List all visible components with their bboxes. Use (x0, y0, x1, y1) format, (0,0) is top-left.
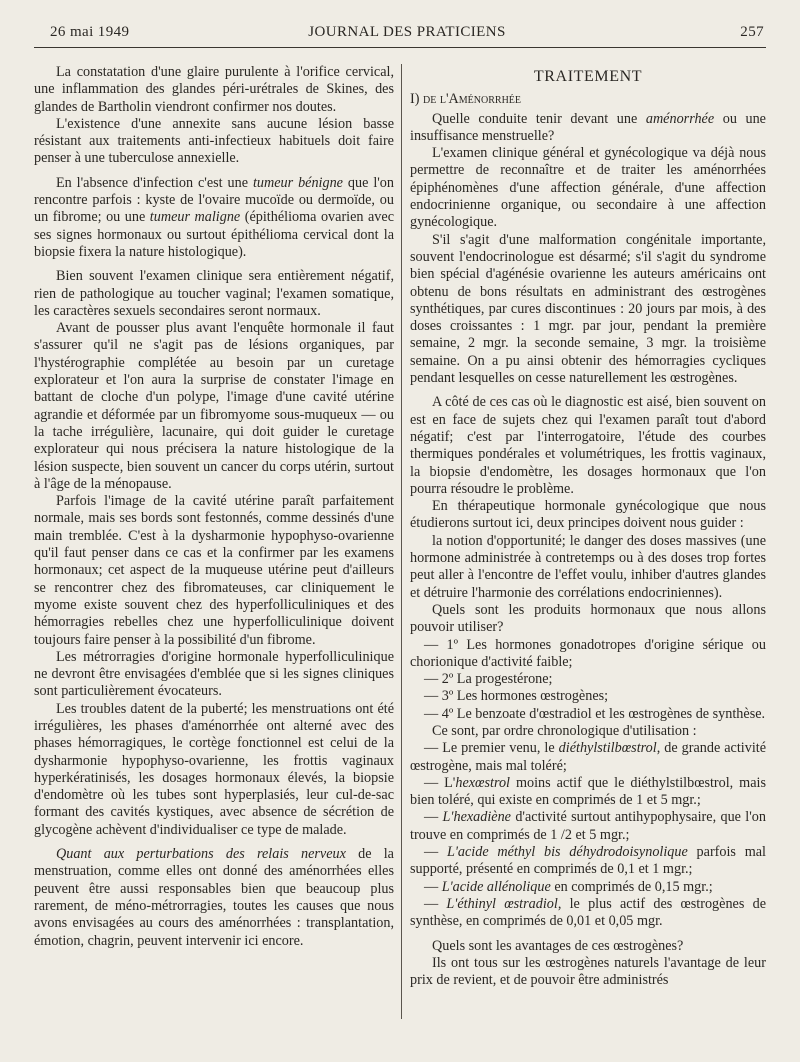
text-run: L'examen clinique général et gynécologique va déjà nous permettre de reconnaître et de traiter les aménorrhées épiphénomènes d'une affection générale, d'une affection endocrinienne organique, ou secondaire à une affection gynécologique. (410, 145, 766, 231)
italic-term: diéthylstilbœstrol (558, 740, 657, 757)
running-header (50, 24, 764, 48)
paragraph (410, 723, 766, 740)
text-run: , de grande activité œstrogène, mais mal toléré; (410, 740, 766, 774)
paragraph (410, 688, 766, 705)
paragraph (34, 116, 394, 168)
italic-term: L'éthinyl œstradiol (446, 895, 558, 912)
paragraph (34, 175, 394, 261)
text-run: — 3º Les hormones œstrogènes; (424, 688, 609, 705)
text-run: — Le premier venu, le (424, 740, 559, 757)
text-run: la notion d'opportunité; le danger des doses massives (une hormone administrée à contretemps ou à des doses trop fortes peut aller à l'encontre de l'effet voulu, inhiber d'autres glandes et détruire l'harmonie des corrélations endocriniennes). (410, 532, 766, 601)
text-run: Ce sont, par ordre chronologique d'utilisation : (432, 722, 697, 739)
text-run: Quelle conduite tenir devant une (432, 110, 646, 127)
header-page-number: 257 (740, 24, 764, 40)
text-run: Parfois l'image de la cavité utérine paraît parfaitement normale, mais ses bords sont festonnés, comme dessinés d'une main tremblée. C'est à la dysharmonie hypophyso-ovarienne qu'il faut penser dans ce cas et la confirmer par les examens hormonaux; cet aspect de la muqueuse utérine peut d'ailleurs se rencontrer chez des fibromateuses, car cliniquement le myome existe souvent chez des hyperfolliculiniques et des hémorragies rebelles chez une hyperfolliculinique doivent toujours faire penser à la possibilité d'un fibrome. (34, 493, 394, 648)
text-run: — (424, 878, 442, 895)
paragraph (34, 268, 394, 320)
paragraph (410, 740, 766, 775)
text-run: Ils ont tous sur les œstrogènes naturels l'avantage de leur prix de revient, et de pouvoir être administrés (410, 954, 766, 989)
text-run: — 1º Les hormones gonadotropes d'origine sérique ou chorionique d'activité faible; (410, 636, 766, 670)
text-run: Les troubles datent de la puberté; les menstruations ont été irrégulières, les phases d'aménorrhée ont alterné avec des phases hémorragiques, le cortège fonctionnel est celui de la dysharmonie hypophyso-ovarienne, les frottis vaginaux hyperkératinisés, les dosages hormonaux élevés, la biopsie d'endomètre où les tubes sont hyperplasiés, leur cul-de-sac formant des cavités kystiques, avec absence de sécrétion de glycogène achèvent d'individualiser ce type de malade. (34, 700, 394, 838)
text-run: L'existence d'une annexite sans aucune lésion basse résistant aux traitements anti-infectieux habituels doit faire penser à une tuberculose annexielle. (34, 115, 394, 167)
text-run: d'activité surtout antihypophysaire, que l'on trouve en comprimés de 1 /2 et 5 mgr.; (410, 809, 766, 843)
text-run: — (424, 844, 447, 861)
text-run: — 2º La progestérone; (424, 671, 553, 688)
text-run: — (424, 809, 443, 826)
text-run: ou une insuffisance menstruelle? (410, 110, 766, 144)
header-rule (34, 47, 766, 48)
paragraph (410, 602, 766, 637)
paragraph (34, 701, 394, 839)
paragraph (34, 64, 394, 116)
italic-term: L'acide méthyl bis déhydrodoisynolique (446, 844, 688, 861)
text-run: moins actif que le diéthylstilbœstrol, mais bien toléré, qui existe en comprimés de 1 et 5 mgr.; (410, 774, 766, 809)
paragraph (410, 232, 766, 388)
text-run: Quels sont les avantages de ces œstrogènes? (432, 937, 684, 954)
italic-term: hexœstrol (455, 774, 511, 791)
header-date: 26 mai 1949 (50, 24, 130, 40)
paragraph (410, 879, 766, 896)
paragraph (410, 844, 766, 879)
paragraph (410, 938, 766, 955)
paragraph (410, 706, 766, 723)
text-run: — 4º Le benzoate d'œstradiol et les œstrogènes de synthèse. (424, 705, 766, 722)
text-run: de la menstruation, comme elles ont donné des aménorrhées elles peuvent être aussi responsables bien que beaucoup plus rarement, de méno-métrorragies, toutes les causes que nous avons envisagées au cours des aménorrhées : transplantation, émotion, chagrin, peuvent intervenir ici encore. (34, 846, 394, 949)
paragraph (410, 533, 766, 602)
text-run: — (424, 895, 447, 912)
text-run: Les métrorragies d'origine hormonale hyperfolliculinique ne devront être envisagées d'emblée que si les signes cliniques sont particulièrement évocateurs. (34, 648, 394, 700)
text-run: que l'on rencontre parfois : kyste de l'ovaire mucoïde ou dermoïde, ou un fibrome; ou une (34, 174, 394, 226)
subsection-title: de l'Aménorrhée (423, 91, 522, 108)
paragraph (34, 493, 394, 649)
text-run: — L' (424, 774, 456, 791)
left-column (34, 64, 394, 950)
right-paragraphs (410, 111, 766, 990)
paragraph (410, 637, 766, 672)
text-run: parfois mal supporté, présenté en comprimés de 0,1 et 1 mgr.; (410, 844, 766, 878)
paragraph (410, 775, 766, 810)
paragraph (410, 809, 766, 844)
right-column (410, 64, 766, 989)
section-title: TRAITEMENT (533, 68, 643, 85)
text-run: Quels sont les produits hormonaux que nous allons pouvoir utiliser? (410, 601, 766, 636)
paragraph (410, 111, 766, 146)
italic-term: Quant aux perturbations des relais nerveux (56, 846, 346, 863)
text-run: En l'absence d'infection c'est une (56, 174, 253, 191)
paragraph (410, 671, 766, 688)
italic-term: tumeur maligne (149, 209, 241, 226)
subsection-heading (410, 91, 766, 108)
paragraph (410, 394, 766, 498)
paragraph (34, 846, 394, 950)
text-run: Bien souvent l'examen clinique sera entièrement négatif, rien de pathologique au toucher vaginal; l'examen somatique, les caractères sexuels secondaires seront normaux. (34, 268, 394, 319)
paragraph (34, 649, 394, 701)
text-run: A côté de ces cas où le diagnostic est aisé, bien souvent on est en face de sujets chez qui l'examen paraît tout d'abord négatif; c'est par l'interrogatoire, l'étude des courbes thermiques pondérales et volumétriques, les frottis vaginaux, la biopsie d'endomètre, les dosages hormonaux que l'on pourra résoudre le problème. (410, 394, 766, 497)
italic-term: L'acide allénolique (441, 878, 551, 895)
text-run: La constatation d'une glaire purulente à l'orifice cervical, une inflammation des glandes péri-urétrales de Skines, des glandes de Bartholin viendront confirmer nos doutes. (34, 64, 394, 115)
italic-term: L'hexadiène (442, 809, 511, 826)
italic-term: aménorrhée (645, 110, 715, 127)
text-run: en comprimés de 0,15 mgr.; (550, 878, 713, 895)
paragraph (410, 896, 766, 931)
text-run: En thérapeutique hormonale gynécologique que nous étudierons surtout ici, deux principes doivent nous guider : (410, 498, 766, 532)
paragraph (34, 320, 394, 493)
header-journal-title: JOURNAL DES PRATICIENS (308, 24, 506, 40)
text-run: Avant de pousser plus avant l'enquête hormonale il faut s'assurer qu'il ne s'agit pas de lésions organiques, par l'hystérographie complétée au besoin par un curetage explorateur et l'on aura la surprise de constater l'image en battant de cloche d'un polype, l'image d'une cavité utérine agrandie et déformée par un fibromyome sous-muqueux — ou la tache irrégulière, lacunaire, qui doit guider le curetage explorateur qui nous précisera la nature histologique de la lésion suspecte, bien souvent un cancer du corps utérin, surtout à l'âge de la ménopause. (34, 320, 394, 492)
paragraph (410, 145, 766, 231)
paragraph (410, 955, 766, 990)
text-run: , le plus actif des œstrogènes de synthèse, en comprimés de 0,01 et 0,05 mgr. (410, 895, 766, 930)
italic-term: tumeur bénigne (252, 174, 343, 191)
text-run: S'il s'agit d'une malformation congénitale importante, souvent l'endocrinologue est désarmé; s'il s'agit du syndrome bien spécial d'agénésie ovarienne les auteurs américains ont obtenu de bons résultats en administrant des œstrogènes synthétiques, par cures discontinues : 20 jours par mois, à des doses croissantes : 1 mgr. par jour, pendant la première semaine, 2 mgr. la seconde semaine, 3 mgr. la troisième semaine. On a pu ainsi obtenir des hémorragies cycliques pendant lesquelles on cesse naturellement les œstrogènes. (410, 231, 766, 387)
column-divider (401, 64, 402, 1019)
text-run: (épithélioma ovarien avec ses signes hormonaux ou surtout épithélioma cervical dont la biopsie fixera la nature histologique). (34, 209, 394, 260)
subsection-number: I) (410, 91, 420, 108)
paragraph (410, 498, 766, 533)
